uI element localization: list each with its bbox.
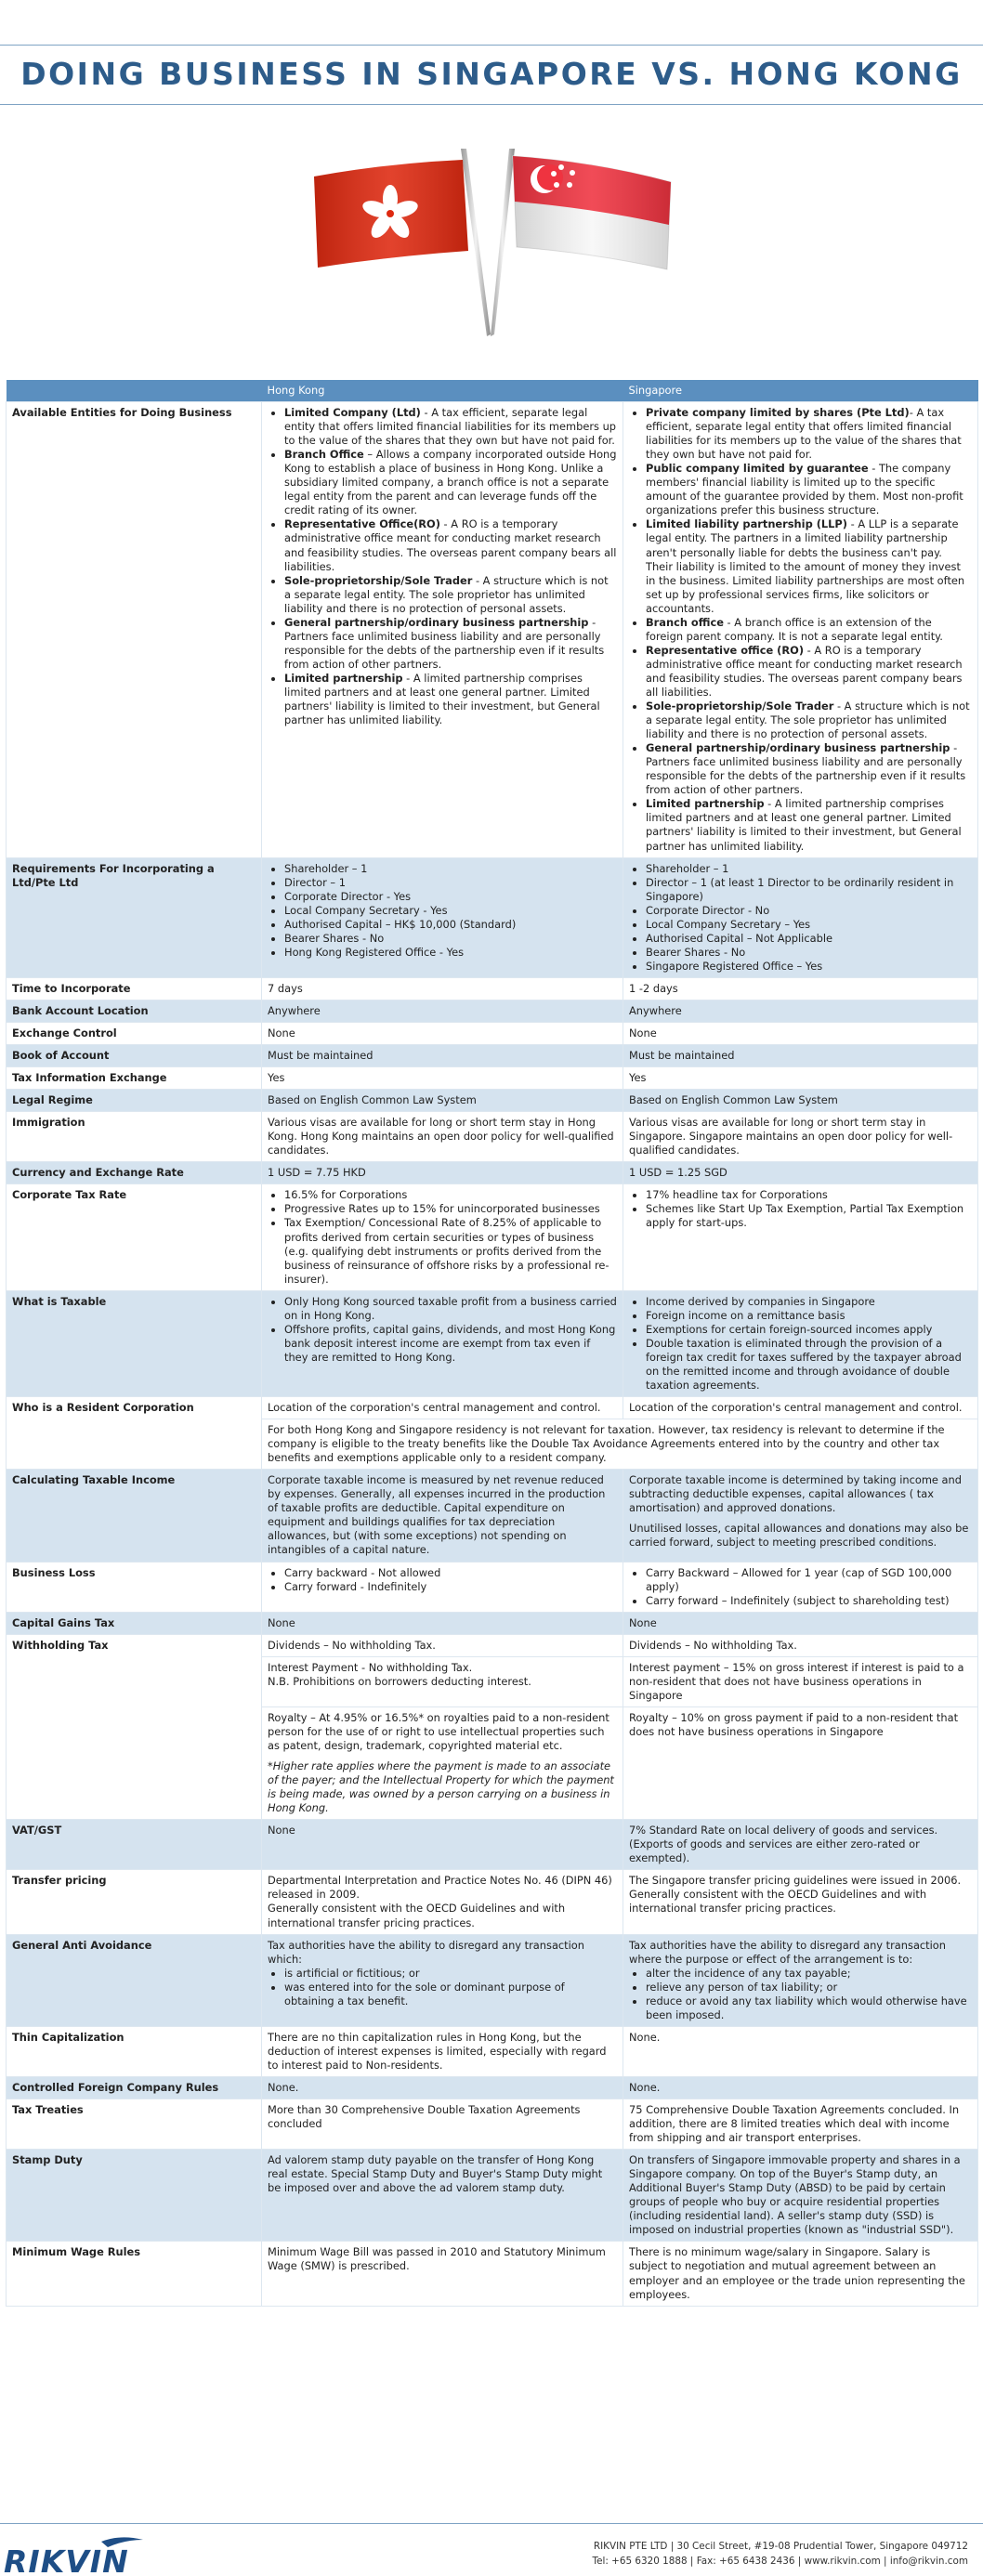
row-label: Currency and Exchange Rate (7, 1162, 262, 1184)
row-capital-gains-tax (7, 1612, 978, 1634)
row-label: Capital Gains Tax (7, 1612, 262, 1634)
hk-text: Tax authorities have the ability to disregard any transaction which: (268, 1938, 584, 1966)
hk-value (262, 1706, 623, 1819)
list-item: • reduce or avoid any tax liability which would otherwise have been imposed. (646, 1994, 972, 2022)
list-item: • Limited liability partnership (LLP) - A LLP is a separate legal entity. The partners in a limited liability partnership aren't personally liable for debts the business can't pay. Their liability is limited to the amount of money they invest in the business. Limited liability partnerships are most often set up by professional services firms, like solicitors or accountants. (646, 517, 972, 615)
list-item: • Bearer Shares - No (284, 932, 617, 946)
row-label: Who is a Resident Corporation (7, 1397, 262, 1470)
list-item: • General partnership/ordinary business partnership - Partners face unlimited business liability and are personally responsible for the debts of the partnership even if it results from action of other partners. (646, 741, 972, 797)
hk-value: Yes (262, 1067, 623, 1090)
sg-value: Dividends – No withholding Tax. (623, 1634, 978, 1656)
header-hong-kong: Hong Kong (262, 380, 623, 402)
sg-value: None (623, 1612, 978, 1634)
hk-footnote: *Higher rate applies where the payment is made to an associate of the payer; and the Intellectual Property for which the payment is being made, was owned by a person carrying on a business in Hong Kong. (268, 1759, 614, 1815)
sg-value: None. (623, 2076, 978, 2099)
list-item: • Shareholder – 1 (284, 862, 617, 876)
row-label: Immigration (7, 1112, 262, 1162)
row-tax-treaties (7, 2099, 978, 2150)
hk-value: Ad valorem stamp duty payable on the transfer of Hong Kong real estate. Special Stamp Duty and Buyer's Stamp Duty might be imposed over and above the ad valorem stamp duty. (262, 2150, 623, 2242)
row-label: Tax Treaties (7, 2099, 262, 2150)
list-item: • Local Company Secretary - Yes (284, 904, 617, 918)
sg-value: Location of the corporation's central management and control. (623, 1397, 978, 1419)
list-item: • Director – 1 (284, 876, 617, 890)
row-currency (7, 1162, 978, 1184)
footer-rule (0, 2523, 983, 2524)
table-header-row (7, 380, 978, 402)
sg-value: 75 Comprehensive Double Taxation Agreements concluded. In addition, there are 8 limited treaties which deal with income from shipping and air transport enterprises. (623, 2099, 978, 2150)
hk-entities (262, 402, 623, 858)
row-tax-information-exchange (7, 1067, 978, 1090)
page-title: DOING BUSINESS IN SINGAPORE VS. HONG KONG (20, 56, 963, 92)
residency-note: For both Hong Kong and Singapore residency is not relevant for taxation. However, tax residency is relevant to determine if the company is eligible to the treaty benefits like the Double Tax Avoidance Agreements entered into by the country and other tax benefits and exemptions applicable only to a resident company. (262, 1419, 978, 1470)
header-singapore: Singapore (623, 380, 978, 402)
sg-flagpole (491, 149, 515, 336)
list-item: • Sole-proprietorship/Sole Trader - A structure which is not a separate legal entity. The sole proprietor has unlimited liability and there is no protection of personal assets. (284, 574, 617, 616)
row-business-loss (7, 1562, 978, 1612)
hk-value: Various visas are available for long or short term stay in Hong Kong. Hong Kong maintains an open door policy for well-qualified candidates. (262, 1112, 623, 1162)
list-item: • Offshore profits, capital gains, dividends, and most Hong Kong bank deposit interest income are exempt from tax even if they are remitted to Hong Kong. (284, 1323, 617, 1365)
sg-value: There is no minimum wage/salary in Singapore. Salary is subject to negotiation and mutual agreement between an employer and an employee or the trade union representing the employees. (623, 2242, 978, 2306)
header-blank (7, 380, 262, 402)
hk-value (262, 1934, 623, 2026)
hk-value: None (262, 1023, 623, 1045)
hk-text: Departmental Interpretation and Practice Notes No. 46 (DIPN 46) released in 2009. (268, 1874, 612, 1902)
hk-value: Dividends – No withholding Tax. (262, 1634, 623, 1656)
singapore-flag-icon (513, 156, 671, 269)
row-label: Stamp Duty (7, 2150, 262, 2242)
list-item: • relieve any person of tax liability; or (646, 1981, 972, 1994)
list-item: • Schemes like Start Up Tax Exemption, Partial Tax Exemption apply for start-ups. (646, 1202, 972, 1230)
row-label: Tax Information Exchange (7, 1067, 262, 1090)
hk-value: None (262, 1612, 623, 1634)
list-item: • Sole-proprietorship/Sole Trader - A structure which is not a separate legal entity. The sole proprietor has unlimited liability and there is no protection of personal assets. (646, 700, 972, 741)
row-label: Withholding Tax (7, 1634, 262, 1820)
row-label: Book of Account (7, 1045, 262, 1067)
list-item: • Carry Backward – Allowed for 1 year (cap of SGD 100,000 apply) (646, 1566, 972, 1594)
hk-value: 1 USD = 7.75 HKD (262, 1162, 623, 1184)
row-withholding-dividends (7, 1634, 978, 1656)
list-item: • Representative office (RO) - A RO is a temporary administrative office meant for conducting market research and feasibility studies. The overseas parent company bears all liabilities. (646, 644, 972, 700)
hk-value: Must be maintained (262, 1045, 623, 1067)
list-item: • Carry backward - Not allowed (284, 1566, 617, 1580)
list-item: • Authorised Capital – HK$ 10,000 (Standard) (284, 918, 617, 932)
row-label: Legal Regime (7, 1090, 262, 1112)
list-item: • is artificial or fictitious; or (284, 1967, 617, 1981)
row-resident-corporation (7, 1397, 978, 1419)
sg-value: 1 USD = 1.25 SGD (623, 1162, 978, 1184)
row-label: Available Entities for Doing Business (7, 402, 262, 858)
row-label: Bank Account Location (7, 1000, 262, 1022)
hk-value: None (262, 1820, 623, 1870)
list-item: • Carry forward - Indefinitely (284, 1580, 617, 1594)
row-label: Calculating Taxable Income (7, 1470, 262, 1562)
hk-value: Based on English Common Law System (262, 1090, 623, 1112)
row-thin-capitalization (7, 2026, 978, 2076)
row-calculating-taxable-income (7, 1470, 978, 1562)
hk-value: Location of the corporation's central management and control. (262, 1397, 623, 1419)
sg-value: Anywhere (623, 1000, 978, 1022)
row-general-anti-avoidance (7, 1934, 978, 2026)
hk-value (262, 1184, 623, 1290)
list-item: • Carry forward – Indefinitely (subject to shareholding test) (646, 1594, 972, 1608)
row-stamp-duty (7, 2150, 978, 2242)
sg-value: Must be maintained (623, 1045, 978, 1067)
row-requirements (7, 857, 978, 977)
list-item: • Corporate Director - Yes (284, 890, 617, 904)
row-label: Exchange Control (7, 1023, 262, 1045)
list-item: • Private company limited by shares (Pte Ltd)- A tax efficient, separate legal entity that offers limited financial liabilities for its members up to the value of the shares that they own but have not paid for. (646, 406, 972, 462)
flags-illustration (297, 139, 688, 353)
sg-value (623, 1470, 978, 1562)
list-item: • Singapore Registered Office – Yes (646, 960, 972, 974)
sg-value: 1 -2 days (623, 977, 978, 1000)
list-item: • Authorised Capital – Not Applicable (646, 932, 972, 946)
row-label: Thin Capitalization (7, 2026, 262, 2076)
list-item: • Double taxation is eliminated through the provision of a foreign tax credit for taxes suffered by the taxpayer abroad on the remitted income and through avoidance of double taxation agreements. (646, 1337, 972, 1393)
hk-value: None. (262, 2076, 623, 2099)
sg-value: None (623, 1023, 978, 1045)
row-vat-gst (7, 1820, 978, 1870)
hk-value (262, 1562, 623, 1612)
list-item: • Income derived by companies in Singapore (646, 1295, 972, 1309)
footer-contact-line: Tel: +65 6320 1888 | Fax: +65 6438 2436 | www.rikvin.com | info@rikvin.com (592, 2556, 968, 2568)
row-label: General Anti Avoidance (7, 1934, 262, 2026)
hk-value: Minimum Wage Bill was passed in 2010 and Statutory Minimum Wage (SMW) is prescribed. (262, 2242, 623, 2306)
list-item: • Foreign income on a remittance basis (646, 1309, 972, 1323)
hk-value: There are no thin capitalization rules in Hong Kong, but the deduction of interest expenses is limited, especially with regard to interest paid to Non-residents. (262, 2026, 623, 2076)
sg-value: Various visas are available for long or short term stay in Singapore. Singapore maintains an open door policy for well-qualified candidates. (623, 1112, 978, 1162)
row-label: Transfer pricing (7, 1870, 262, 1934)
sg-value (623, 1290, 978, 1396)
row-minimum-wage (7, 2242, 978, 2306)
sg-requirements (623, 857, 978, 977)
row-exchange-control (7, 1023, 978, 1045)
list-item: • Local Company Secretary – Yes (646, 918, 972, 932)
sg-value: 7% Standard Rate on local delivery of goods and services. (Exports of goods and services are either zero-rated or exempted). (623, 1820, 978, 1870)
sg-text: Unutilised losses, capital allowances and donations may also be carried forward, subject to meeting prescribed conditions. (629, 1522, 969, 1550)
list-item: • Progressive Rates up to 15% for unincorporated businesses (284, 1202, 617, 1216)
hk-text: Generally consistent with the OECD Guidelines and with international transfer pricing practices. (268, 1902, 566, 1929)
row-corporate-tax-rate (7, 1184, 978, 1290)
list-item: • General partnership/ordinary business partnership - Partners face unlimited business liability and are personally responsible for the debts of the partnership even if it results from action of other partners. (284, 616, 617, 672)
list-item: • Limited partnership - A limited partnership comprises limited partners and at least one general partner. Limited partners' liability is limited to their investment, but General partner has unlimited liability. (284, 672, 617, 727)
footer-contact (593, 2539, 968, 2569)
hk-text: Interest Payment - No withholding Tax. (268, 1660, 473, 1674)
list-item: • Bearer Shares - No (646, 946, 972, 960)
sg-value (623, 1184, 978, 1290)
row-label: Corporate Tax Rate (7, 1184, 262, 1290)
row-bank-account-location (7, 1000, 978, 1022)
list-item: • Tax Exemption/ Concessional Rate of 8.25% of applicable to profits derived from certain securities or types of business (e.g. qualifying debt instruments or profits derived from the business of reinsurance of offshore risks by a professional re-insurer). (284, 1216, 617, 1286)
sg-value: Based on English Common Law System (623, 1090, 978, 1112)
sg-value: Yes (623, 1067, 978, 1090)
row-legal-regime (7, 1090, 978, 1112)
sg-text: Corporate taxable income is determined by taking income and subtracting deductible expenses, capital allowances ( tax amortisation) and approved donations. (629, 1473, 962, 1515)
list-item: • Corporate Director - No (646, 904, 972, 918)
sg-value: Royalty – 10% on gross payment if paid to a non-resident that does not have business operations in Singapore (623, 1706, 978, 1819)
hong-kong-flag-icon (314, 160, 468, 268)
list-item: • Public company limited by guarantee - The company members' financial liability is limited up to the specific amount of the guarantee provided by them. Most non-profit organizations prefer this business structure. (646, 462, 972, 517)
row-cfc-rules (7, 2076, 978, 2099)
row-time-to-incorporate (7, 977, 978, 1000)
list-item: • Representative Office(RO) - A RO is a temporary administrative office meant for conducting market research and feasibility studies. The overseas parent company bears all liabilities. (284, 517, 617, 573)
row-label: Time to Incorporate (7, 977, 262, 1000)
row-book-of-account (7, 1045, 978, 1067)
row-available-entities (7, 402, 978, 858)
row-what-is-taxable (7, 1290, 978, 1396)
hk-text: Royalty – At 4.95% or 16.5%* on royalties paid to a non-resident person for the use of or right to use intellectual properties such as patent, design, trademark, copyrighted material etc. (268, 1710, 609, 1752)
sg-value: Interest payment – 15% on gross interest if interest is paid to a non-resident that does not have business operations in Singapore (623, 1656, 978, 1706)
hk-text: N.B. Prohibitions on borrowers deducting interest. (268, 1674, 531, 1688)
list-item: • Limited Company (Ltd) - A tax efficient, separate legal entity that offers limited financial liabilities for its members up to the value of the shares that they own but have not paid for. (284, 406, 617, 448)
sg-text: Tax authorities have the ability to disregard any transaction where the purpose or effect of the arrangement is to: (629, 1938, 946, 1966)
title-rule (0, 104, 983, 105)
list-item: • Director – 1 (at least 1 Director to be ordinarily resident in Singapore) (646, 876, 972, 904)
hk-requirements (262, 857, 623, 977)
row-label: What is Taxable (7, 1290, 262, 1396)
sg-value (623, 1934, 978, 2026)
row-label: Requirements For Incorporating a Ltd/Pte Ltd (7, 857, 262, 977)
list-item: • Hong Kong Registered Office - Yes (284, 946, 617, 960)
list-item: • Limited partnership - A limited partnership comprises limited partners and at least one general partner. Limited partners' liability is limited to their investment, but General partner has unlimited liability. (646, 797, 972, 853)
list-item: • Exemptions for certain foreign-sourced incomes apply (646, 1323, 972, 1337)
comparison-table (6, 380, 978, 2307)
row-transfer-pricing (7, 1870, 978, 1934)
hk-value: More than 30 Comprehensive Double Taxation Agreements concluded (262, 2099, 623, 2150)
list-item: • Branch Office – Allows a company incorporated outside Hong Kong to establish a place of business in Hong Kong. Unlike a subsidiary limited company, a branch office is not a separate legal entity from the parent and can leverage funds off the credit rating of its owner. (284, 448, 617, 517)
list-item: • 17% headline tax for Corporations (646, 1188, 972, 1202)
top-rule (0, 45, 983, 46)
hk-value: Anywhere (262, 1000, 623, 1022)
list-item: • Shareholder – 1 (646, 862, 972, 876)
hk-value: 7 days (262, 977, 623, 1000)
list-item: • Only Hong Kong sourced taxable profit from a business carried on in Hong Kong. (284, 1295, 617, 1323)
hk-value (262, 1870, 623, 1934)
list-item: • was entered into for the sole or dominant purpose of obtaining a tax benefit. (284, 1981, 617, 2008)
row-label: Business Loss (7, 1562, 262, 1612)
list-item: • Branch office - A branch office is an extension of the foreign parent company. It is not a separate legal entity. (646, 616, 972, 644)
hk-value (262, 1290, 623, 1396)
list-item: • 16.5% for Corporations (284, 1188, 617, 1202)
hk-value (262, 1656, 623, 1706)
footer-address: RIKVIN PTE LTD | 30 Cecil Street, #19-08 Prudential Tower, Singapore 049712 (593, 2541, 968, 2552)
sg-value: None. (623, 2026, 978, 2076)
rikvin-logo: RIKVIN (4, 2543, 129, 2576)
row-immigration (7, 1112, 978, 1162)
sg-value: On transfers of Singapore immovable property and shares in a Singapore company. On top of the Buyer's Stamp duty, an Additional Buyer's Stamp Duty (ABSD) to be paid by certain groups of people who buy or acquire residential properties (including residential land). A seller's stamp duty (SSD) is imposed on industrial properties (known as "industrial SSD"). (623, 2150, 978, 2242)
row-label: VAT/GST (7, 1820, 262, 1870)
row-label: Minimum Wage Rules (7, 2242, 262, 2306)
sg-entities (623, 402, 978, 858)
row-label: Controlled Foreign Company Rules (7, 2076, 262, 2099)
sg-value (623, 1562, 978, 1612)
list-item: • alter the incidence of any tax payable; (646, 1967, 972, 1981)
sg-value: The Singapore transfer pricing guidelines were issued in 2006. Generally consistent with the OECD Guidelines and with international transfer pricing practices. (623, 1870, 978, 1934)
hk-value: Corporate taxable income is measured by net revenue reduced by expenses. Generally, all expenses incurred in the production of taxable profits are deductible. Capital expenditure on equipment and buildings qualifies for tax depreciation allowances, but (with some exceptions) not spending on intangibles of a capital nature. (262, 1470, 623, 1562)
